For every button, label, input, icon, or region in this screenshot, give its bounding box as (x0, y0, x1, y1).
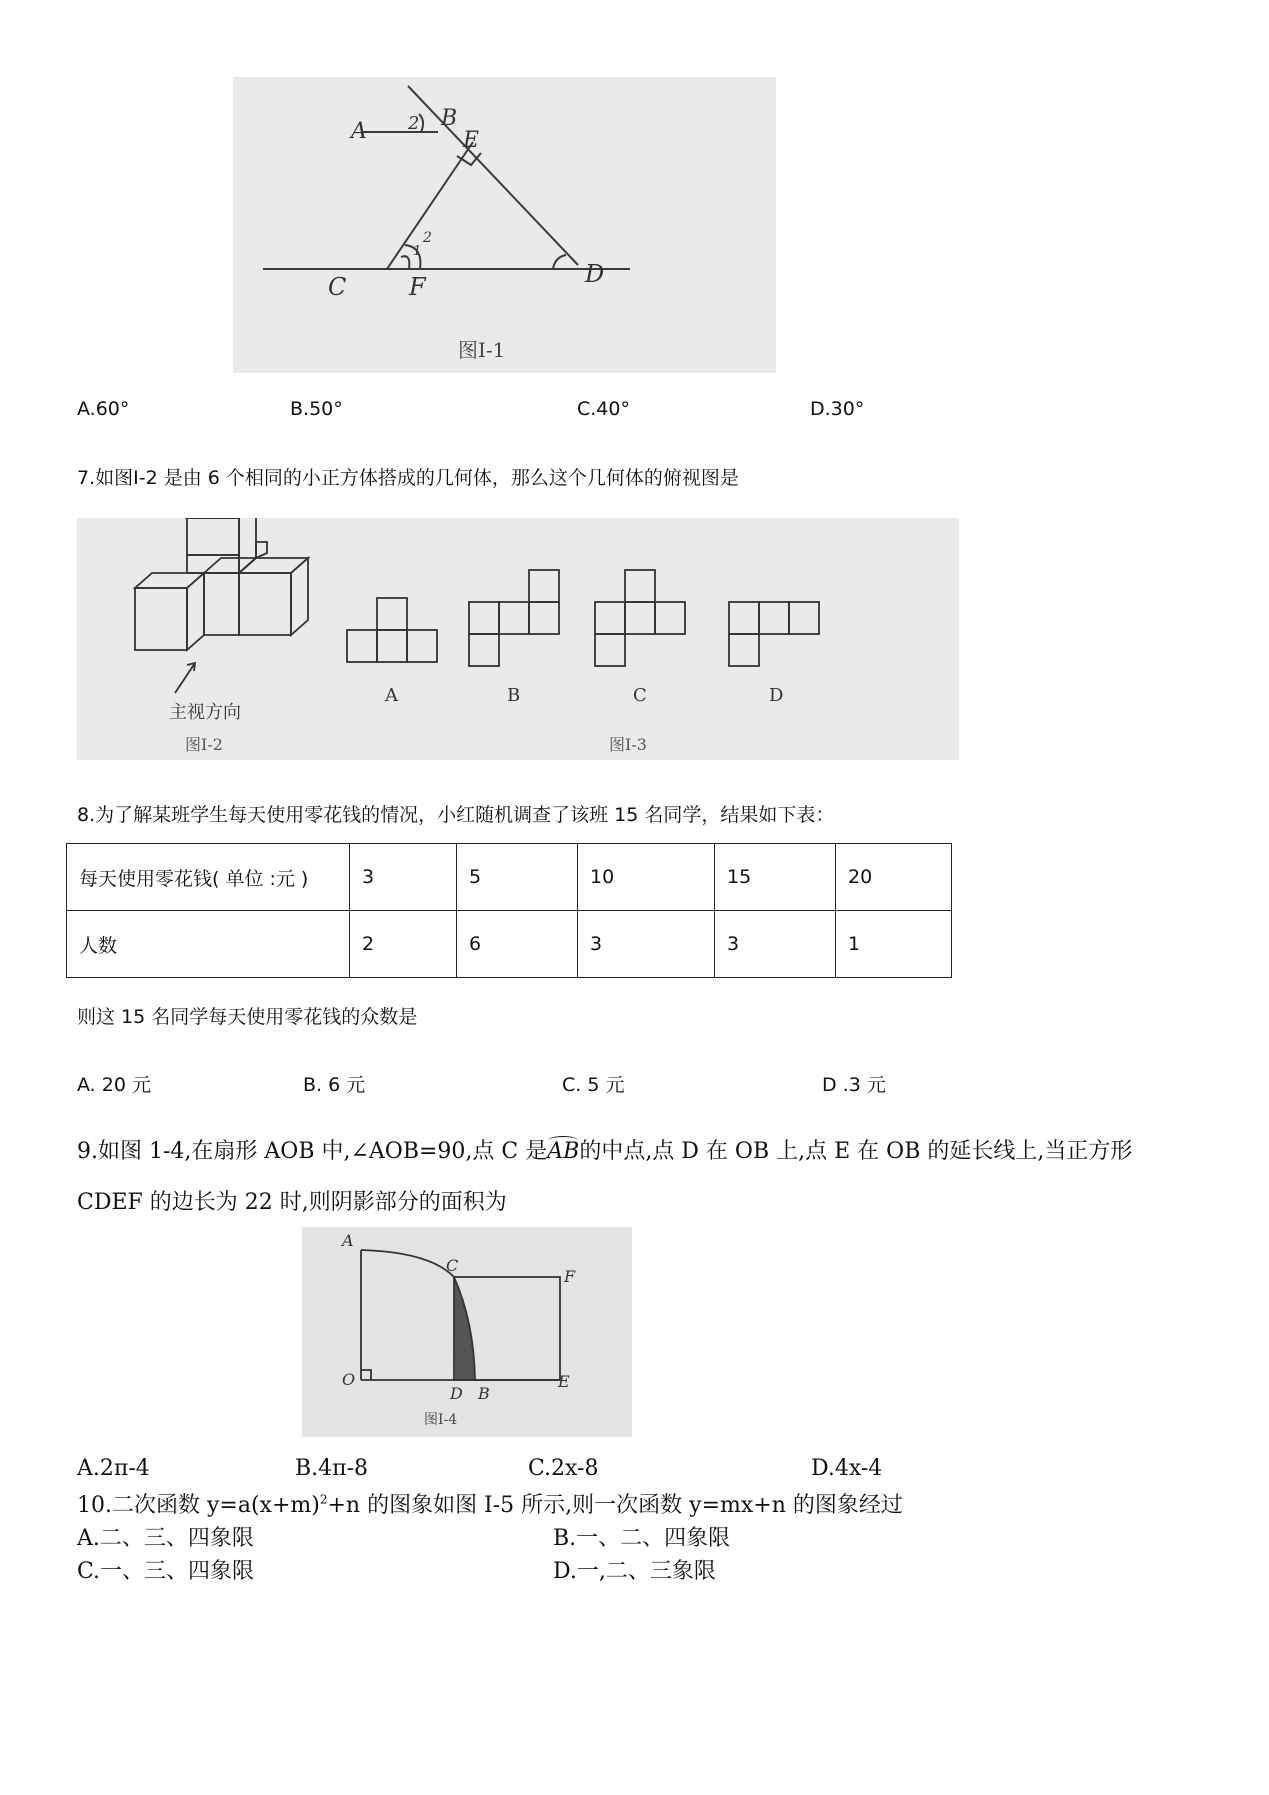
q8-option-b: B. 6 元 (303, 1074, 366, 1096)
q10-option-b: B.一、二、四象限 (553, 1526, 731, 1551)
q8-question: 则这 15 名同学每天使用零花钱的众数是 (77, 1006, 418, 1028)
q9-option-a: A.2π-4 (77, 1456, 150, 1481)
table-cell: 3 (715, 911, 836, 978)
fig2-direction-label: 主视方向 (169, 702, 241, 723)
q7-stem: 7.如图I-2 是由 6 个相同的小正方体搭成的几何体，那么这个几何体的俯视图是 (77, 467, 739, 489)
table-cell: 15 (715, 844, 836, 911)
fig1-label-angle-2b: 2 (423, 230, 432, 246)
fig2-caption: 图Ⅰ-2 (185, 735, 223, 754)
fig4-label-e: E (558, 1372, 570, 1391)
q8-stem: 8.为了解某班学生每天使用零花钱的情况，小红随机调查了该班 15 名同学，结果如下表： (77, 804, 835, 826)
figure-1-1-drawing (233, 77, 776, 373)
table-cell: 3 (578, 911, 715, 978)
fig1-label-d: D (585, 260, 605, 288)
q8-option-c: C. 5 元 (562, 1074, 625, 1096)
q9-stem-line2: CDEF 的边长为 22 时,则阴影部分的面积为 (77, 1190, 507, 1215)
table-row (67, 911, 952, 978)
fig1-label-angle-1: 1 (413, 244, 422, 259)
fig4-caption: 图Ⅰ-4 (424, 1412, 458, 1428)
fig1-label-a: A (351, 119, 367, 144)
q9-option-c: C.2x-8 (528, 1456, 599, 1481)
q8-table (66, 843, 952, 978)
q9-option-b: B.4π-8 (295, 1456, 369, 1481)
figure-1-2-1-3-drawing (77, 518, 959, 760)
fig3-option-c: C (633, 685, 647, 706)
table-cell: 10 (578, 844, 715, 911)
q10-option-c: C.一、三、四象限 (77, 1559, 255, 1584)
table-cell: 3 (350, 844, 457, 911)
fig1-label-b: B (441, 106, 458, 131)
table-row (67, 844, 952, 911)
table-cell: 6 (457, 911, 578, 978)
fig1-caption: 图Ⅰ-1 (458, 338, 506, 362)
q10-option-a: A.二、三、四象限 (77, 1526, 254, 1551)
fig1-label-f: F (409, 273, 426, 301)
q9-stem-part2: 的中点,点 D 在 OB 上,点 E 在 OB 的延长线上,当正方形 (579, 1139, 1133, 1164)
fig4-label-o: O (342, 1370, 356, 1389)
q10-stem (77, 1488, 903, 1519)
q9-stem-part1: 9.如图 1-4,在扇形 AOB 中,∠AOB=90,点 C 是 (77, 1139, 548, 1164)
fig1-label-e: E (463, 128, 480, 153)
fig3-option-a: A (385, 685, 398, 706)
figure-1-4 (302, 1227, 632, 1437)
fig4-label-f: F (564, 1267, 576, 1286)
q10-stem-b: +n 的图象如图 I-5 所示,则一次函数 y=mx+n 的图象经过 (327, 1493, 903, 1518)
q6-option-a: A.60° (77, 398, 130, 420)
q10-stem-a: 10.二次函数 y=a(x+m) (77, 1493, 320, 1518)
figure-1-1 (233, 77, 776, 373)
q6-option-d: D.30° (810, 398, 865, 420)
fig3-option-b: B (507, 685, 521, 706)
arc-ab-symbol: AB (547, 1139, 580, 1164)
q10-option-d: D.一,二、三象限 (553, 1559, 716, 1584)
figure-1-4-drawing (302, 1227, 632, 1437)
figure-1-2-1-3 (77, 518, 959, 760)
table-header-cell: 每天使用零花钱( 单位 :元 ) (67, 844, 350, 911)
q8-option-d: D .3 元 (822, 1074, 886, 1096)
fig4-label-a: A (342, 1231, 354, 1250)
q6-option-b: B.50° (290, 398, 343, 420)
fig4-label-c: C (446, 1256, 459, 1275)
table-header-cell: 人数 (67, 911, 350, 978)
q6-option-c: C.40° (577, 398, 630, 420)
fig3-option-d: D (769, 685, 784, 706)
q8-option-a: A. 20 元 (77, 1074, 151, 1096)
table-cell: 2 (350, 911, 457, 978)
q9-option-d: D.4x-4 (811, 1456, 883, 1481)
table-cell: 20 (836, 844, 952, 911)
fig1-label-angle-2: 2 (408, 113, 420, 134)
fig3-caption: 图Ⅰ-3 (609, 735, 647, 754)
fig4-label-b: B (478, 1384, 490, 1403)
q9-stem-line1 (77, 1134, 1132, 1165)
fig4-label-d: D (450, 1384, 463, 1403)
fig1-label-c: C (328, 273, 347, 301)
table-cell: 5 (457, 844, 578, 911)
table-cell: 1 (836, 911, 952, 978)
q10-exponent: 2 (319, 1492, 328, 1507)
